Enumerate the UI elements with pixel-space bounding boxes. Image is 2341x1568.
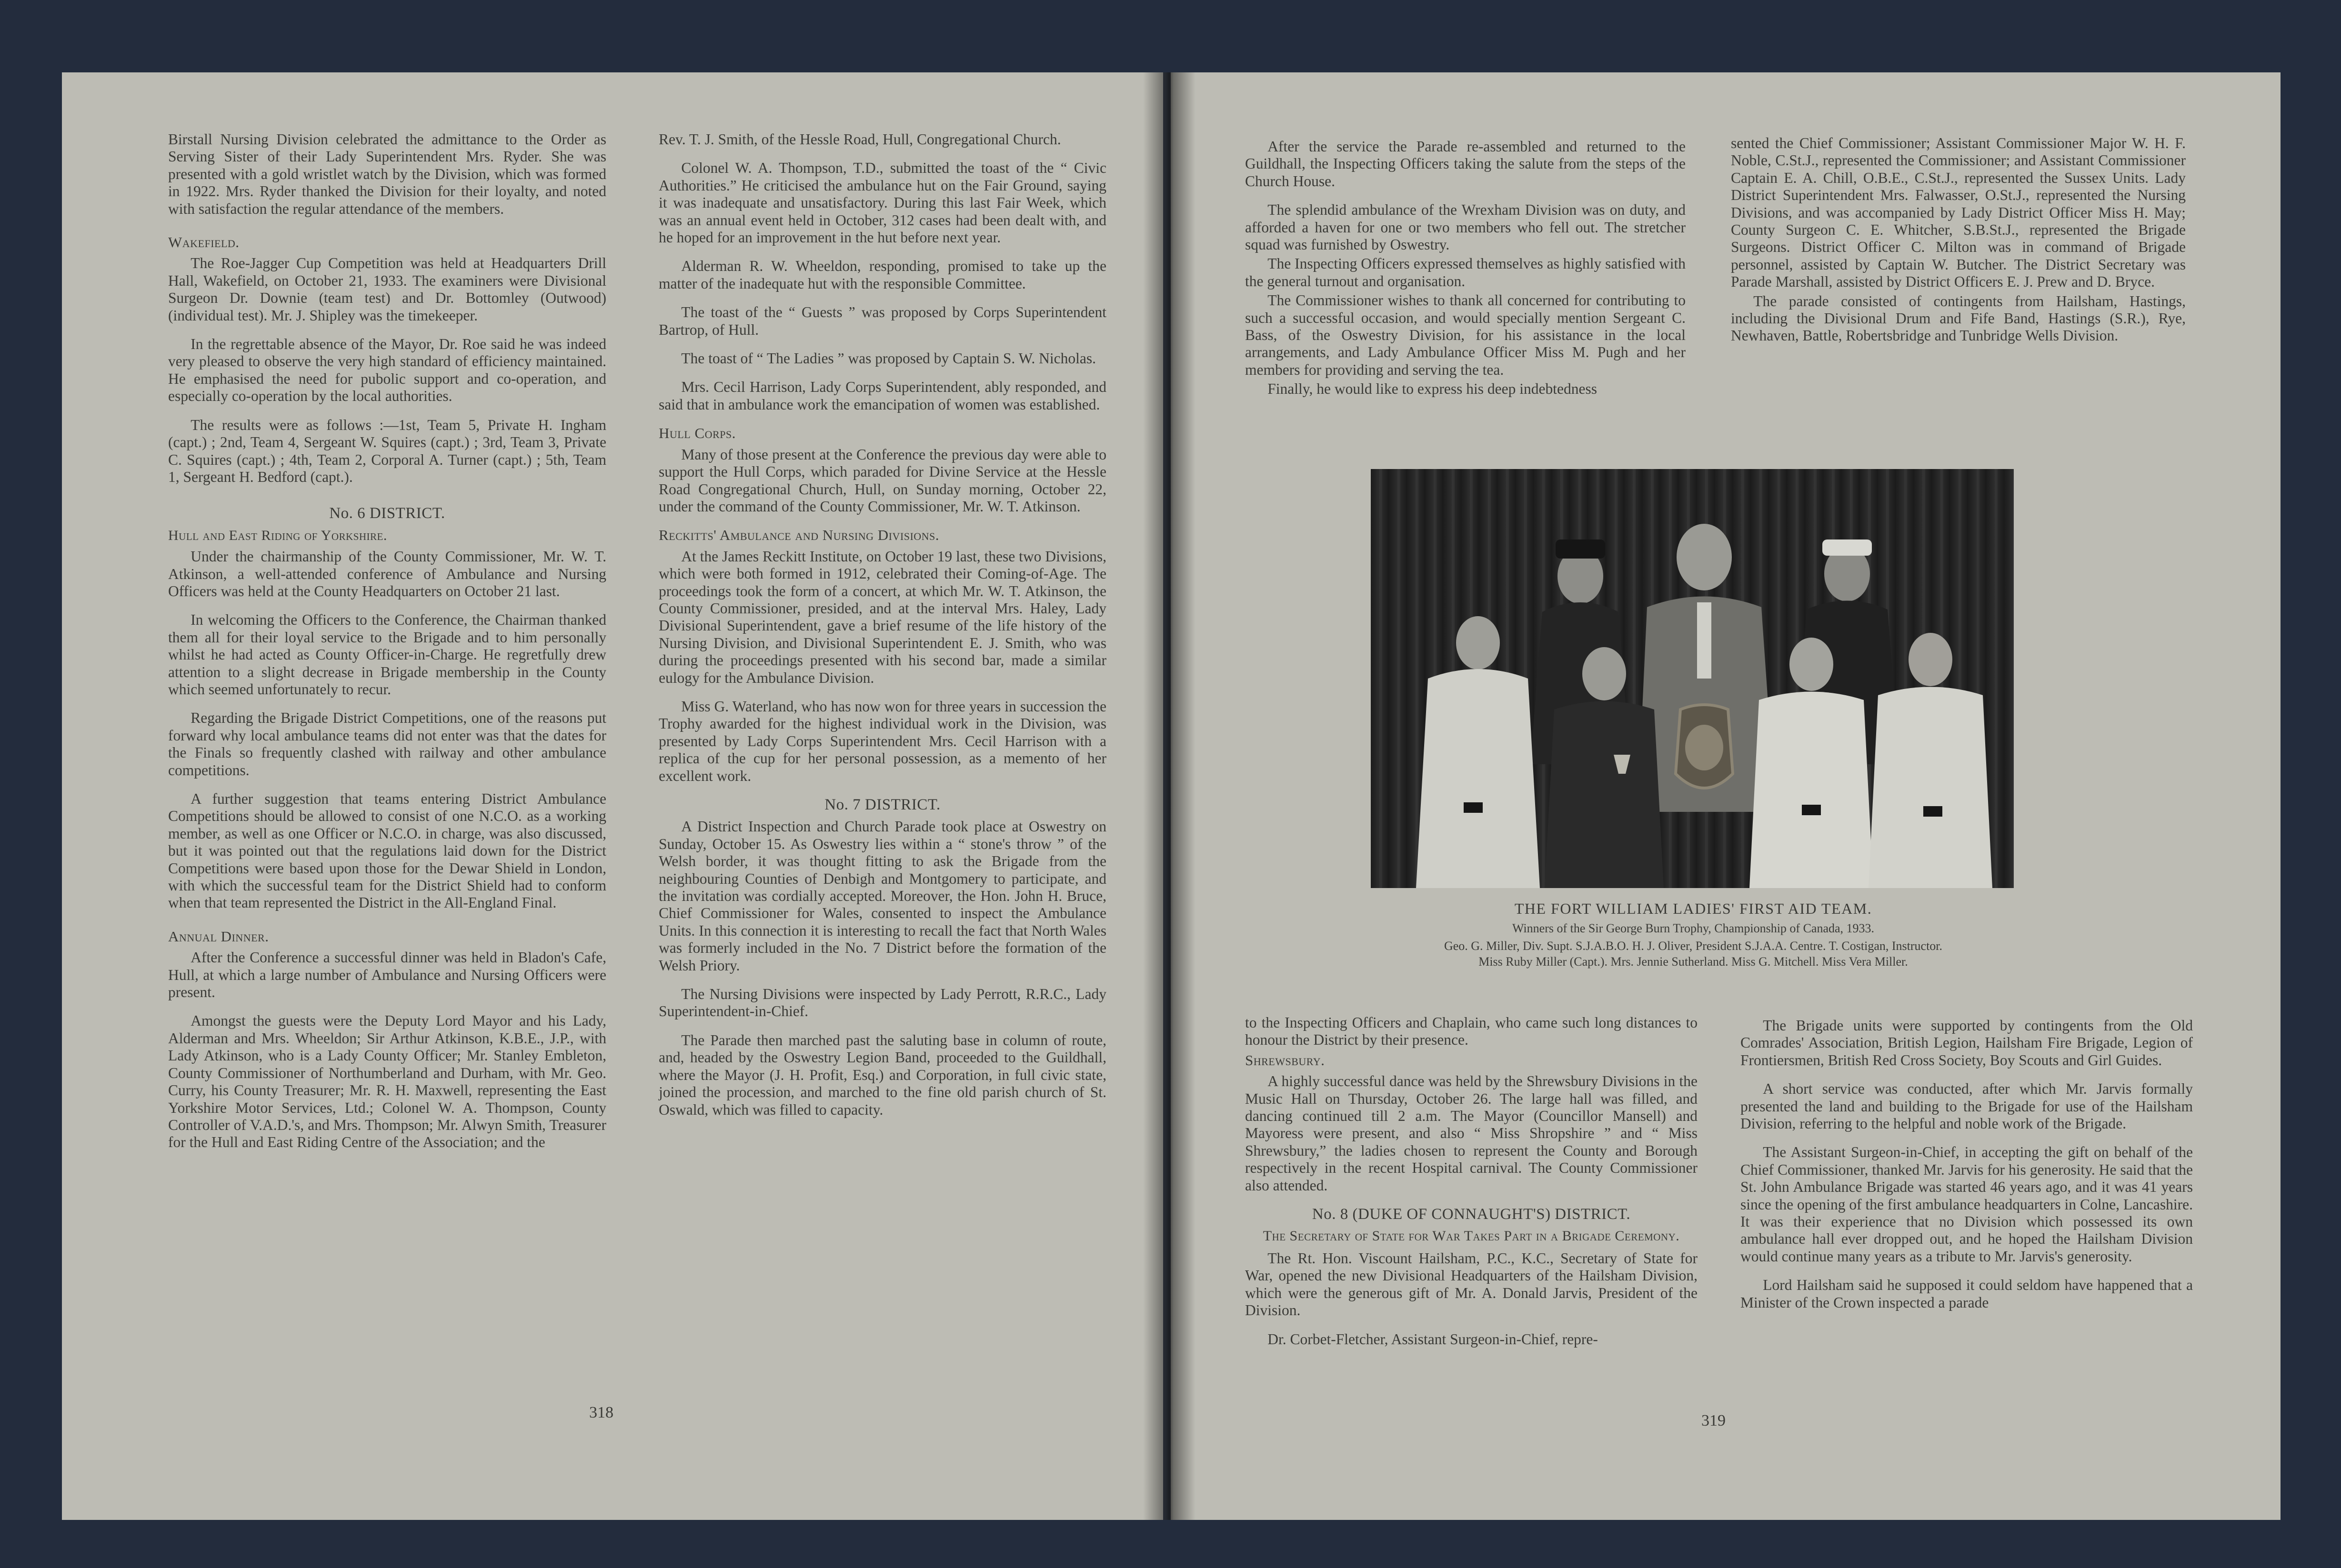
right-page-column-2 <box>1731 135 2186 345</box>
caption-line: Winners of the Sir George Burn Trophy, Championship of Canada, 1933. <box>1512 921 1875 935</box>
paragraph: The Nursing Divisions were inspected by Lady Perrott, R.R.C., Lady Superintendent-in-Chief. <box>659 986 1106 1020</box>
paragraph: Finally, he would like to express his deep indebtedness <box>1267 380 1597 398</box>
paragraph: The Brigade units were supported by contingents from the Old Comrades' Association, British Legion, Hailsham Fire Brigade, Legion of Frontiersmen, British Red Cross Society, Boy Scouts and Girl Guides. <box>1740 1017 2193 1069</box>
district-heading: No. 6 DISTRICT. <box>329 505 445 522</box>
paragraph: A further suggestion that teams entering District Ambulance Competitions should be allowed to consist of one N.C.O. as a working member, as well as one Officer or N.C.O. in charge, was also discussed, but it was pointed out that the regulations laid down for the District Competitions were based upon those for the Dewar Shield in London, with which the successful team for the District Shield had to conform when that team represented the District in the All-England Final. <box>168 790 606 911</box>
paragraph: A highly successful dance was held by the Shrewsbury Divisions in the Music Hall on Thursday, October 26. The large hall was filled, and dancing continued till 2 a.m. The Mayor (Councillor Mansell) and Mayoress were present, and also “ Miss Shropshire ” and “ Miss Shrewsbury,” the ladies chosen to represent the County and Borough respectively in the recent Hospital carnival. The County Commissioner also attended. <box>1245 1073 1698 1194</box>
paragraph: to the Inspecting Officers and Chaplain, who came such long distances to honour the District by their presence. <box>1245 1014 1698 1049</box>
team-photograph <box>1371 469 2014 888</box>
paragraph: The Rt. Hon. Viscount Hailsham, P.C., K.C., Secretary of State for War, opened the new Divisional Headquarters of the Hailsham Division, which were the generous gift of Mr. A. Donald Jarvis, President of the Division. <box>1245 1249 1698 1319</box>
paragraph: Dr. Corbet-Fletcher, Assistant Surgeon-in-Chief, repre- <box>1267 1330 1598 1348</box>
right-page-column-1 <box>1245 138 1686 398</box>
book-gutter <box>1143 72 1196 1520</box>
paragraph: After the Conference a successful dinner was held in Bladon's Cafe, Hull, at which a large number of Ambulance and Nursing Officers were present. <box>168 949 606 1001</box>
paragraph: Many of those present at the Conference the previous day were able to support the Hull Corps, which paraded for Divine Service at the Hessle Road Congregational Church, Hull, on Sunday morning, October 22, under the command of the County Commissioner, Mr. W. T. Atkinson. <box>659 446 1106 515</box>
paragraph: The toast of the “ Guests ” was proposed by Corps Superintendent Bartrop, of Hull. <box>659 304 1106 338</box>
paragraph: Colonel W. A. Thompson, T.D., submitted the toast of the “ Civic Authorities.” He criticised the ambulance hut on the Fair Ground, saying it was inadequate and unsatisfactory. During this last Fair Week, which was an annual event held in October, 312 cases had been dealt with, and he hoped for an improvement in the hut before next year. <box>659 160 1106 246</box>
paragraph: sented the Chief Commissioner; Assistant Commissioner Major W. H. F. Noble, C.St.J., represented the Commissioner; and Assistant Commissioner Captain E. A. Chill, O.B.E., C.St.J., represented the Sussex Units. Lady District Superintendent Mrs. Falwasser, O.St.J., represented the Nursing Divisions, and was accompanied by Lady District Officer Miss H. May; County Surgeon C. E. Whitcher, S.B.St.J., represented the Brigade Surgeons. District Officer C. Milton was in command of Brigade personnel, assisted by Captain W. Butcher. The District Secretary was Parade Marshall, assisted by District Officers E. J. Prew and D. Bryce. <box>1731 135 2186 290</box>
caption-line: Geo. G. Miller, Div. Supt. S.J.A.B.O. H. J. Oliver, President S.J.A.A. Centre. T. Costigan, Instructor. <box>1444 939 1943 953</box>
section-heading: Hull Corps. <box>659 425 736 442</box>
paragraph: The Roe-Jagger Cup Competition was held at Headquarters Drill Hall, Wakefield, on October 21, 1933. The examiners were Divisional Surgeon Dr. Downie (team test) and Dr. Bottomley (Outwood) (individual test). Mr. J. Shipley was the timekeeper. <box>168 255 606 324</box>
paragraph: The toast of “ The Ladies ” was proposed by Captain S. W. Nicholas. <box>681 350 1096 367</box>
section-heading: Wakefield. <box>168 234 240 251</box>
section-heading: Annual Dinner. <box>168 928 269 945</box>
paragraph: The Commissioner wishes to thank all concerned for contributing to such a successful occasion, and would specially mention Sergeant C. Bass, of the Oswestry Division, for his assistance in the local arrangements, and Lady Ambulance Officer Miss M. Pugh and her members for providing and serving the tea. <box>1245 292 1686 378</box>
caption-title: THE FORT WILLIAM LADIES' FIRST AID TEAM. <box>1514 900 1872 917</box>
paragraph: Regarding the Brigade District Competitions, one of the reasons put forward why local ambulance teams did not enter was that the dates for the Finals so frequently clashed with railway and other ambulance competitions. <box>168 709 606 779</box>
district-heading: No. 8 (DUKE OF CONNAUGHT'S) DISTRICT. <box>1312 1206 1631 1223</box>
right-page-column-3 <box>1245 1014 1698 1348</box>
left-page-column-2 <box>659 131 1106 1119</box>
paragraph: The Inspecting Officers expressed themselves as highly satisfied with the general turnout and organisation. <box>1245 255 1686 290</box>
section-heading: Reckitts' Ambulance and Nursing Divisions. <box>659 527 940 544</box>
section-subheading: Hull and East Riding of Yorkshire. <box>168 527 387 543</box>
paragraph: The Assistant Surgeon-in-Chief, in accepting the gift on behalf of the Chief Commissioner, thanked Mr. Jarvis for his generosity. He said that the St. John Ambulance Brigade was started 46 years ago, and it was 41 years since the opening of the first ambulance headquarters in Colne, Lancashire. It was their experience that no Division which possessed its own ambulance hall ever dropped out, and he hoped the Hailsham Division would continue many years as a tribute to Mr. Jarvis's generosity. <box>1740 1144 2193 1265</box>
paragraph: In the regrettable absence of the Mayor, Dr. Roe said he was indeed very pleased to observe the very high standard of efficiency maintained. He emphasised the need for pubolic support and co-operation, and especially co-operation by the local authorities. <box>168 336 606 405</box>
right-page-column-4 <box>1740 1017 2193 1311</box>
page-number: 318 <box>589 1404 613 1421</box>
section-subheading: The Secretary of State for War Takes Part in a Brigade Ceremony. <box>1263 1228 1680 1244</box>
paragraph: Rev. T. J. Smith, of the Hessle Road, Hull, Congregational Church. <box>659 131 1061 148</box>
paragraph: Mrs. Cecil Harrison, Lady Corps Superintendent, ably responded, and said that in ambulance work the emancipation of women was established. <box>659 379 1106 413</box>
page-number: 319 <box>1701 1412 1726 1429</box>
paragraph: A short service was conducted, after which Mr. Jarvis formally presented the land and building to the Brigade for use of the Hailsham Division, referring to the helpful and noble work of the Brigade. <box>1740 1080 2193 1132</box>
district-heading: No. 7 DISTRICT. <box>824 796 941 813</box>
paragraph: Amongst the guests were the Deputy Lord Mayor and his Lady, Alderman and Mrs. Wheeldon; Sir Arthur Atkinson, K.B.E., J.P., with Lady Atkinson, who is a Lady County Officer; Mr. Stanley Embleton, County Commissioner of Northumberland and Durham, with Mr. Geo. Curry, his County Treasurer; Mr. R. H. Maxwell, representing the East Yorkshire Motor Services, Ltd.; Colonel W. A. Thompson, County Controller of V.A.D.'s, and Mrs. Thompson; Mr. Alwyn Smith, Treasurer for the Hull and East Riding Centre of the Association; and the <box>168 1012 606 1151</box>
paragraph: At the James Reckitt Institute, on October 19 last, these two Divisions, which were both formed in 1912, celebrated their Coming-of-Age. The proceedings took the form of a concert, at which Mr. W. T. Atkinson, the County Commissioner, presided, and at the interval Mrs. Haley, Lady Divisional Superintendent, gave a brief resume of the life history of the Nursing Division, and Divisional Superintendent E. J. Smith, who was during the proceedings presented with his second bar, made a similar eulogy for the Ambulance Division. <box>659 548 1106 686</box>
paragraph: The splendid ambulance of the Wrexham Division was on duty, and afforded a haven for one or two members who fell out. The stretcher squad was furnished by Oswestry. <box>1245 201 1686 253</box>
paragraph: The results were as follows :—1st, Team 5, Private H. Ingham (capt.) ; 2nd, Team 4, Sergeant W. Squires (capt.) ; 3rd, Team 3, Private C. Squires (capt.) ; 4th, Team 2, Corporal A. Turner (capt.) ; 5th, Team 1, Sergeant H. Bedford (capt.). <box>168 416 606 485</box>
paragraph: Miss G. Waterland, who has now won for three years in succession the Trophy awarded for the highest individual work in the Division, was presented by Lady Corps Superintendent Mrs. Cecil Harrison with a replica of the cup for her personal possession, as a memento of her excellent work. <box>659 698 1106 784</box>
paragraph: Birstall Nursing Division celebrated the admittance to the Order as Serving Sister of their Lady Superintendent Mrs. Ryder. She was presented with a gold wristlet watch by the Division, which was formed in 1922. Mrs. Ryder thanked the Division for their loyalty, and noted with satisfaction the regular attendance of the members. <box>168 131 606 217</box>
paragraph: The parade consisted of contingents from Hailsham, Hastings, including the Divisional Drum and Fife Band, Hastings (S.R.), Rye, Newhaven, Battle, Robertsbridge and Tunbridge Wells Division. <box>1731 292 2186 344</box>
paragraph: The Parade then marched past the saluting base in column of route, and, headed by the Oswestry Legion Band, proceeded to the Guildhall, where the Mayor (J. H. Profit, Esq.) and Corporation, in full civic state, joined the procession, and marched to the fine old parish church of St. Oswald, which was filled to capacity. <box>659 1031 1106 1118</box>
paragraph: After the service the Parade re-assembled and returned to the Guildhall, the Inspecting Officers taking the salute from the steps of the Church House. <box>1245 138 1686 190</box>
photo-caption <box>1319 900 2067 969</box>
caption-line: Miss Ruby Miller (Capt.). Mrs. Jennie Sutherland. Miss G. Mitchell. Miss Vera Miller. <box>1478 955 1908 969</box>
section-heading: Shrewsbury. <box>1245 1051 1325 1069</box>
left-page-column-1 <box>168 131 606 1151</box>
paragraph: Under the chairmanship of the County Commissioner, Mr. W. T. Atkinson, a well-attended conference of Ambulance and Nursing Officers was held at the County Headquarters on October 21 last. <box>168 548 606 599</box>
paragraph: In welcoming the Officers to the Conference, the Chairman thanked them all for their loyal service to the Brigade and to him personally whilst he had acted as County Officer-in-Charge. He regretfully drew attention to a slight decrease in Brigade membership in the County which seemed unfortunately to recur. <box>168 611 606 698</box>
paragraph: Alderman R. W. Wheeldon, responding, promised to take up the matter of the inadequate hut with the responsible Committee. <box>659 258 1106 292</box>
paragraph: A District Inspection and Church Parade took place at Oswestry on Sunday, October 15. As Oswestry lies within a “ stone's throw ” of the Welsh border, it was thought fitting to ask the Brigade from the neighbouring Counties of Denbigh and Montgomery to participate, and the invitation was cordially accepted. Moreover, the Hon. John H. Bruce, Chief Commissioner for Wales, consented to inspect the Ambulance Units. In this connection it is interesting to recall the fact that North Wales was formerly included in the No. 7 District before the formation of the Welsh Priory. <box>659 818 1106 974</box>
paragraph: Lord Hailsham said he supposed it could seldom have happened that a Minister of the Crown inspected a parade <box>1740 1277 2193 1311</box>
